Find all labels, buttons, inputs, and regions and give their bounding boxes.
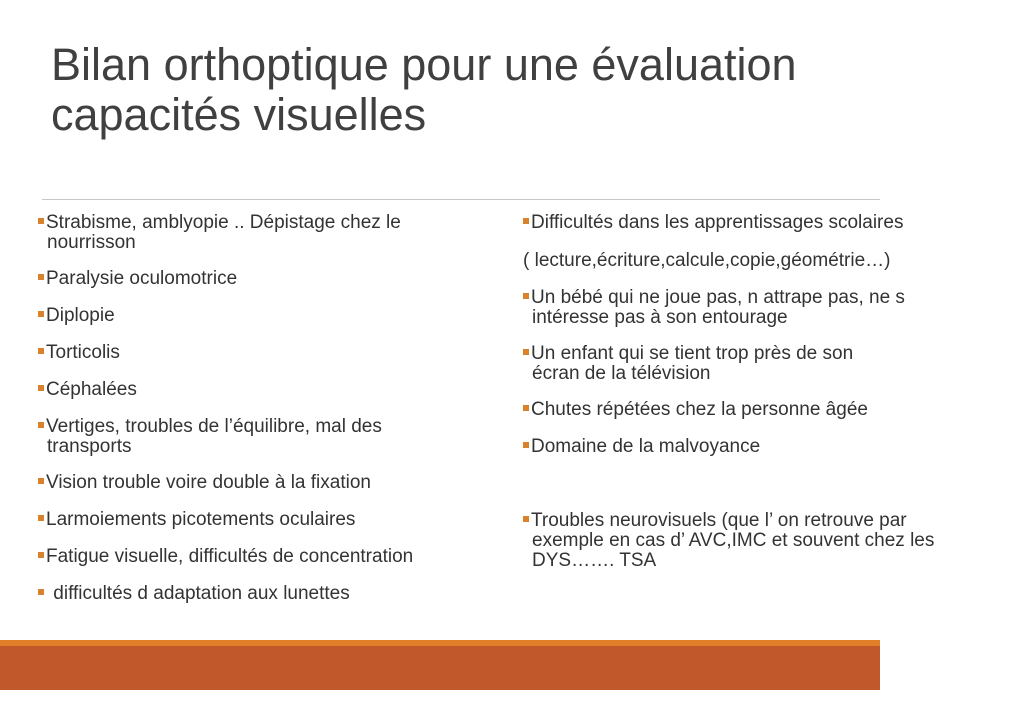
list-item: [523, 511, 934, 571]
list-item: [38, 269, 237, 289]
footer-band: [0, 646, 880, 690]
list-item: [38, 417, 382, 457]
slide-title-line-1: Bilan orthoptique pour une évaluation: [51, 39, 797, 90]
list-item: [523, 437, 760, 457]
bullet-icon: [38, 311, 44, 317]
list-item-text: Troubles neurovisuels (que l’ on retrouve par: [531, 510, 907, 531]
list-item-continuation: DYS……. TSA: [532, 550, 657, 571]
list-item-text: Vertiges, troubles de l’équilibre, mal des: [46, 416, 382, 437]
list-item-text: Strabisme, amblyopie .. Dépistage chez le: [46, 212, 401, 233]
list-item-continuation: écran de la télévision: [532, 363, 711, 384]
list-item-text: Fatigue visuelle, difficultés de concentration: [46, 546, 414, 567]
bullet-icon: [38, 478, 44, 484]
bullet-icon: [523, 293, 529, 299]
list-item: [38, 547, 413, 567]
list-item-text: Larmoiements picotements oculaires: [46, 509, 356, 530]
list-item-text: Paralysie oculomotrice: [46, 268, 238, 289]
list-item-text: Un bébé qui ne joue pas, n attrape pas, ne s: [531, 287, 905, 308]
list-item: [523, 344, 853, 384]
list-item: [523, 288, 905, 328]
list-item-text: Domaine de la malvoyance: [531, 436, 761, 457]
list-item-text: Torticolis: [46, 342, 120, 363]
bullet-icon: [38, 552, 44, 558]
list-item-continuation: exemple en cas d’ AVC,IMC et souvent chez les: [532, 530, 935, 551]
bullet-icon: [38, 422, 44, 428]
list-item-continuation: nourrisson: [47, 232, 136, 253]
list-item-text: Difficultés dans les apprentissages scolaires: [531, 212, 904, 233]
list-item-continuation: intéresse pas à son entourage: [532, 307, 788, 328]
right-column: [523, 211, 935, 591]
list-item-text: Vision trouble voire double à la fixation: [46, 472, 371, 493]
list-item-text: ( lecture,écriture,calcule,copie,géométrie…): [523, 250, 891, 271]
bullet-icon: [523, 349, 529, 355]
bullet-icon: [38, 348, 44, 354]
list-item: [523, 400, 868, 420]
list-item: [38, 584, 350, 604]
slide-title: [51, 40, 891, 140]
list-item: [38, 213, 401, 253]
list-item-text: Céphalées: [46, 379, 137, 400]
bullet-icon: [38, 274, 44, 280]
list-item: [38, 306, 115, 326]
bullet-icon: [38, 385, 44, 391]
left-column: [38, 211, 488, 621]
list-item-text: difficultés d adaptation aux lunettes: [48, 583, 350, 604]
list-item-text: Chutes répétées chez la personne âgée: [531, 399, 868, 420]
list-item: [38, 380, 137, 400]
list-item-continuation: transports: [47, 436, 132, 457]
bullet-icon: [523, 218, 529, 224]
bullet-icon: [523, 442, 529, 448]
list-item: [38, 510, 355, 530]
bullet-icon: [38, 515, 44, 521]
title-divider: [42, 199, 880, 200]
list-item: [38, 473, 371, 493]
slide-title-line-2: capacités visuelles: [51, 89, 427, 140]
bullet-icon: [38, 589, 44, 595]
list-item: [523, 213, 903, 233]
bullet-icon: [38, 218, 44, 224]
bullet-icon: [523, 516, 529, 522]
list-item-text: Diplopie: [46, 305, 115, 326]
list-item: [38, 343, 120, 363]
list-item-text: Un enfant qui se tient trop près de son: [531, 343, 854, 364]
list-item: [523, 251, 891, 271]
bullet-icon: [523, 405, 529, 411]
